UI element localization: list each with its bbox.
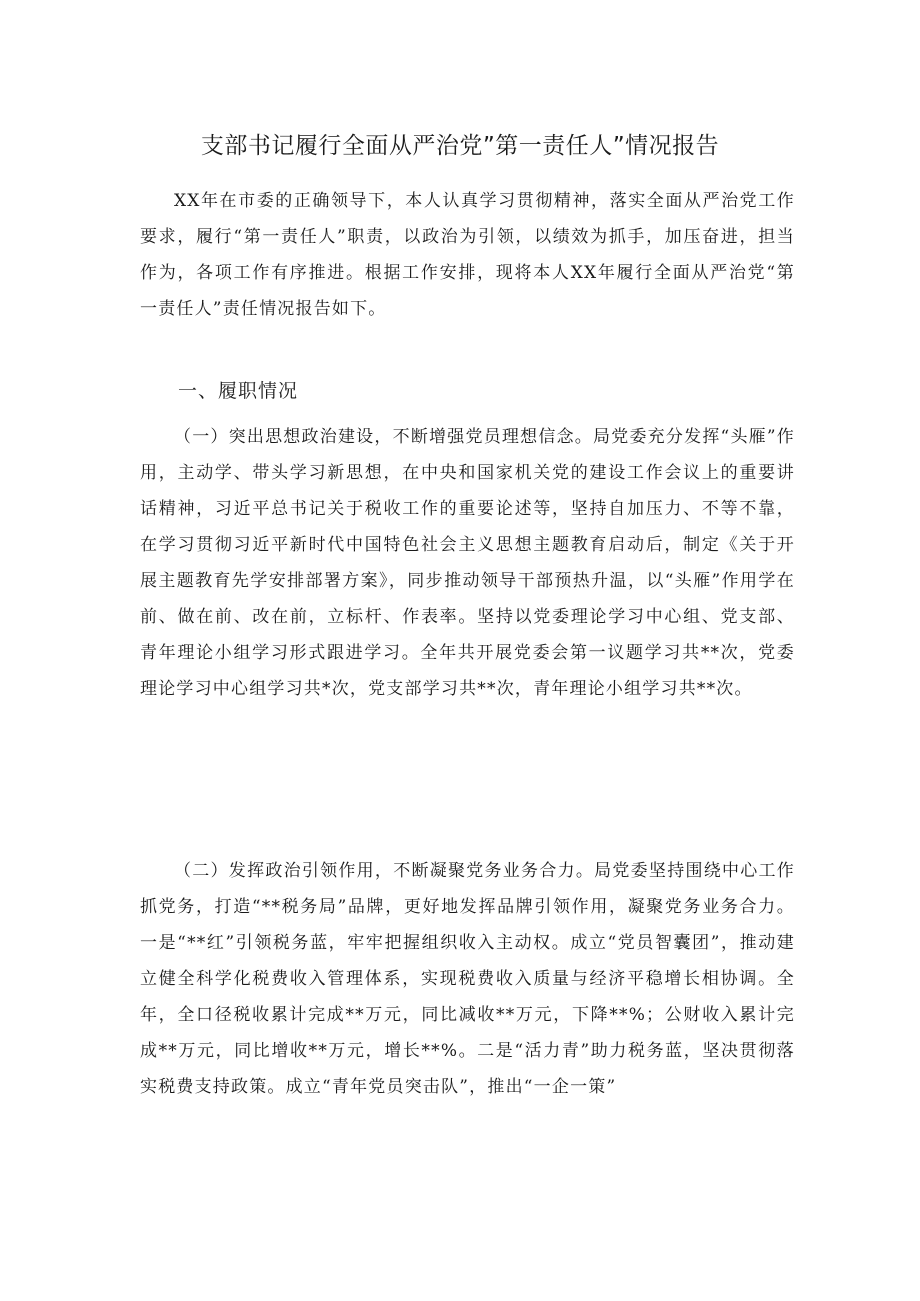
paragraph-ideological-building: （一）突出思想政治建设，不断增强党员理想信念。局党委充分发挥“头雁”作用，主动学、带头学习新思想，在中央和国家机关党的建设工作会议上的重要讲话精神，习近平总书记关于税收工作的重要论述等，坚持自加压力、不等不靠，在学习贯彻习近平新时代中国特色社会主义思想主题教育启动后，制定《关于开展主题教育先学安排部署方案》，同步推动领导干部预热升温，以“头雁”作用学在前、做在前、改在前，立标杆、作表率。坚持以党委理论学习中心组、党支部、青年理论小组学习形式跟进学习。全年共开展党委会第一议题学习共**次，党委理论学习中心组学习共*次，党支部学习共**次，青年理论小组学习共**次。 bbox=[140, 427, 795, 699]
document-title: 支部书记履行全面从严治党”第一责任人”情况报告 bbox=[200, 133, 720, 159]
intro-paragraph: XX年在市委的正确领导下，本人认真学习贯彻精神，落实全面从严治党工作要求，履行“第一责任人”职责，以政治为引领，以绩效为抓手，加压奋进，担当作为，各项工作有序推进。根据工作安排，现将本人XX年履行全面从严治党“第一责任人”责任情况报告如下。 bbox=[140, 191, 795, 319]
section-heading: 一、履职情况 bbox=[178, 380, 299, 402]
paragraph-political-leadership: （二）发挥政治引领作用，不断凝聚党务业务合力。局党委坚持围绕中心工作抓党务，打造“**税务局”品牌，更好地发挥品牌引领作用，凝聚党务业务合力。一是“**红”引领税务蓝，牢牢把握组织收入主动权。成立“党员智囊团”，推动建立健全科学化税费收入管理体系，实现税费收入质量与经济平稳增长相协调。全年，全口径税收累计完成**万元，同比减收**万元，下降**%；公财收入累计完成**万元，同比增收**万元，增长**%。二是“活力青”助力税务蓝，坚决贯彻落实税费支持政策。成立“青年党员突击队”，推出“一企一策” bbox=[140, 861, 795, 1097]
